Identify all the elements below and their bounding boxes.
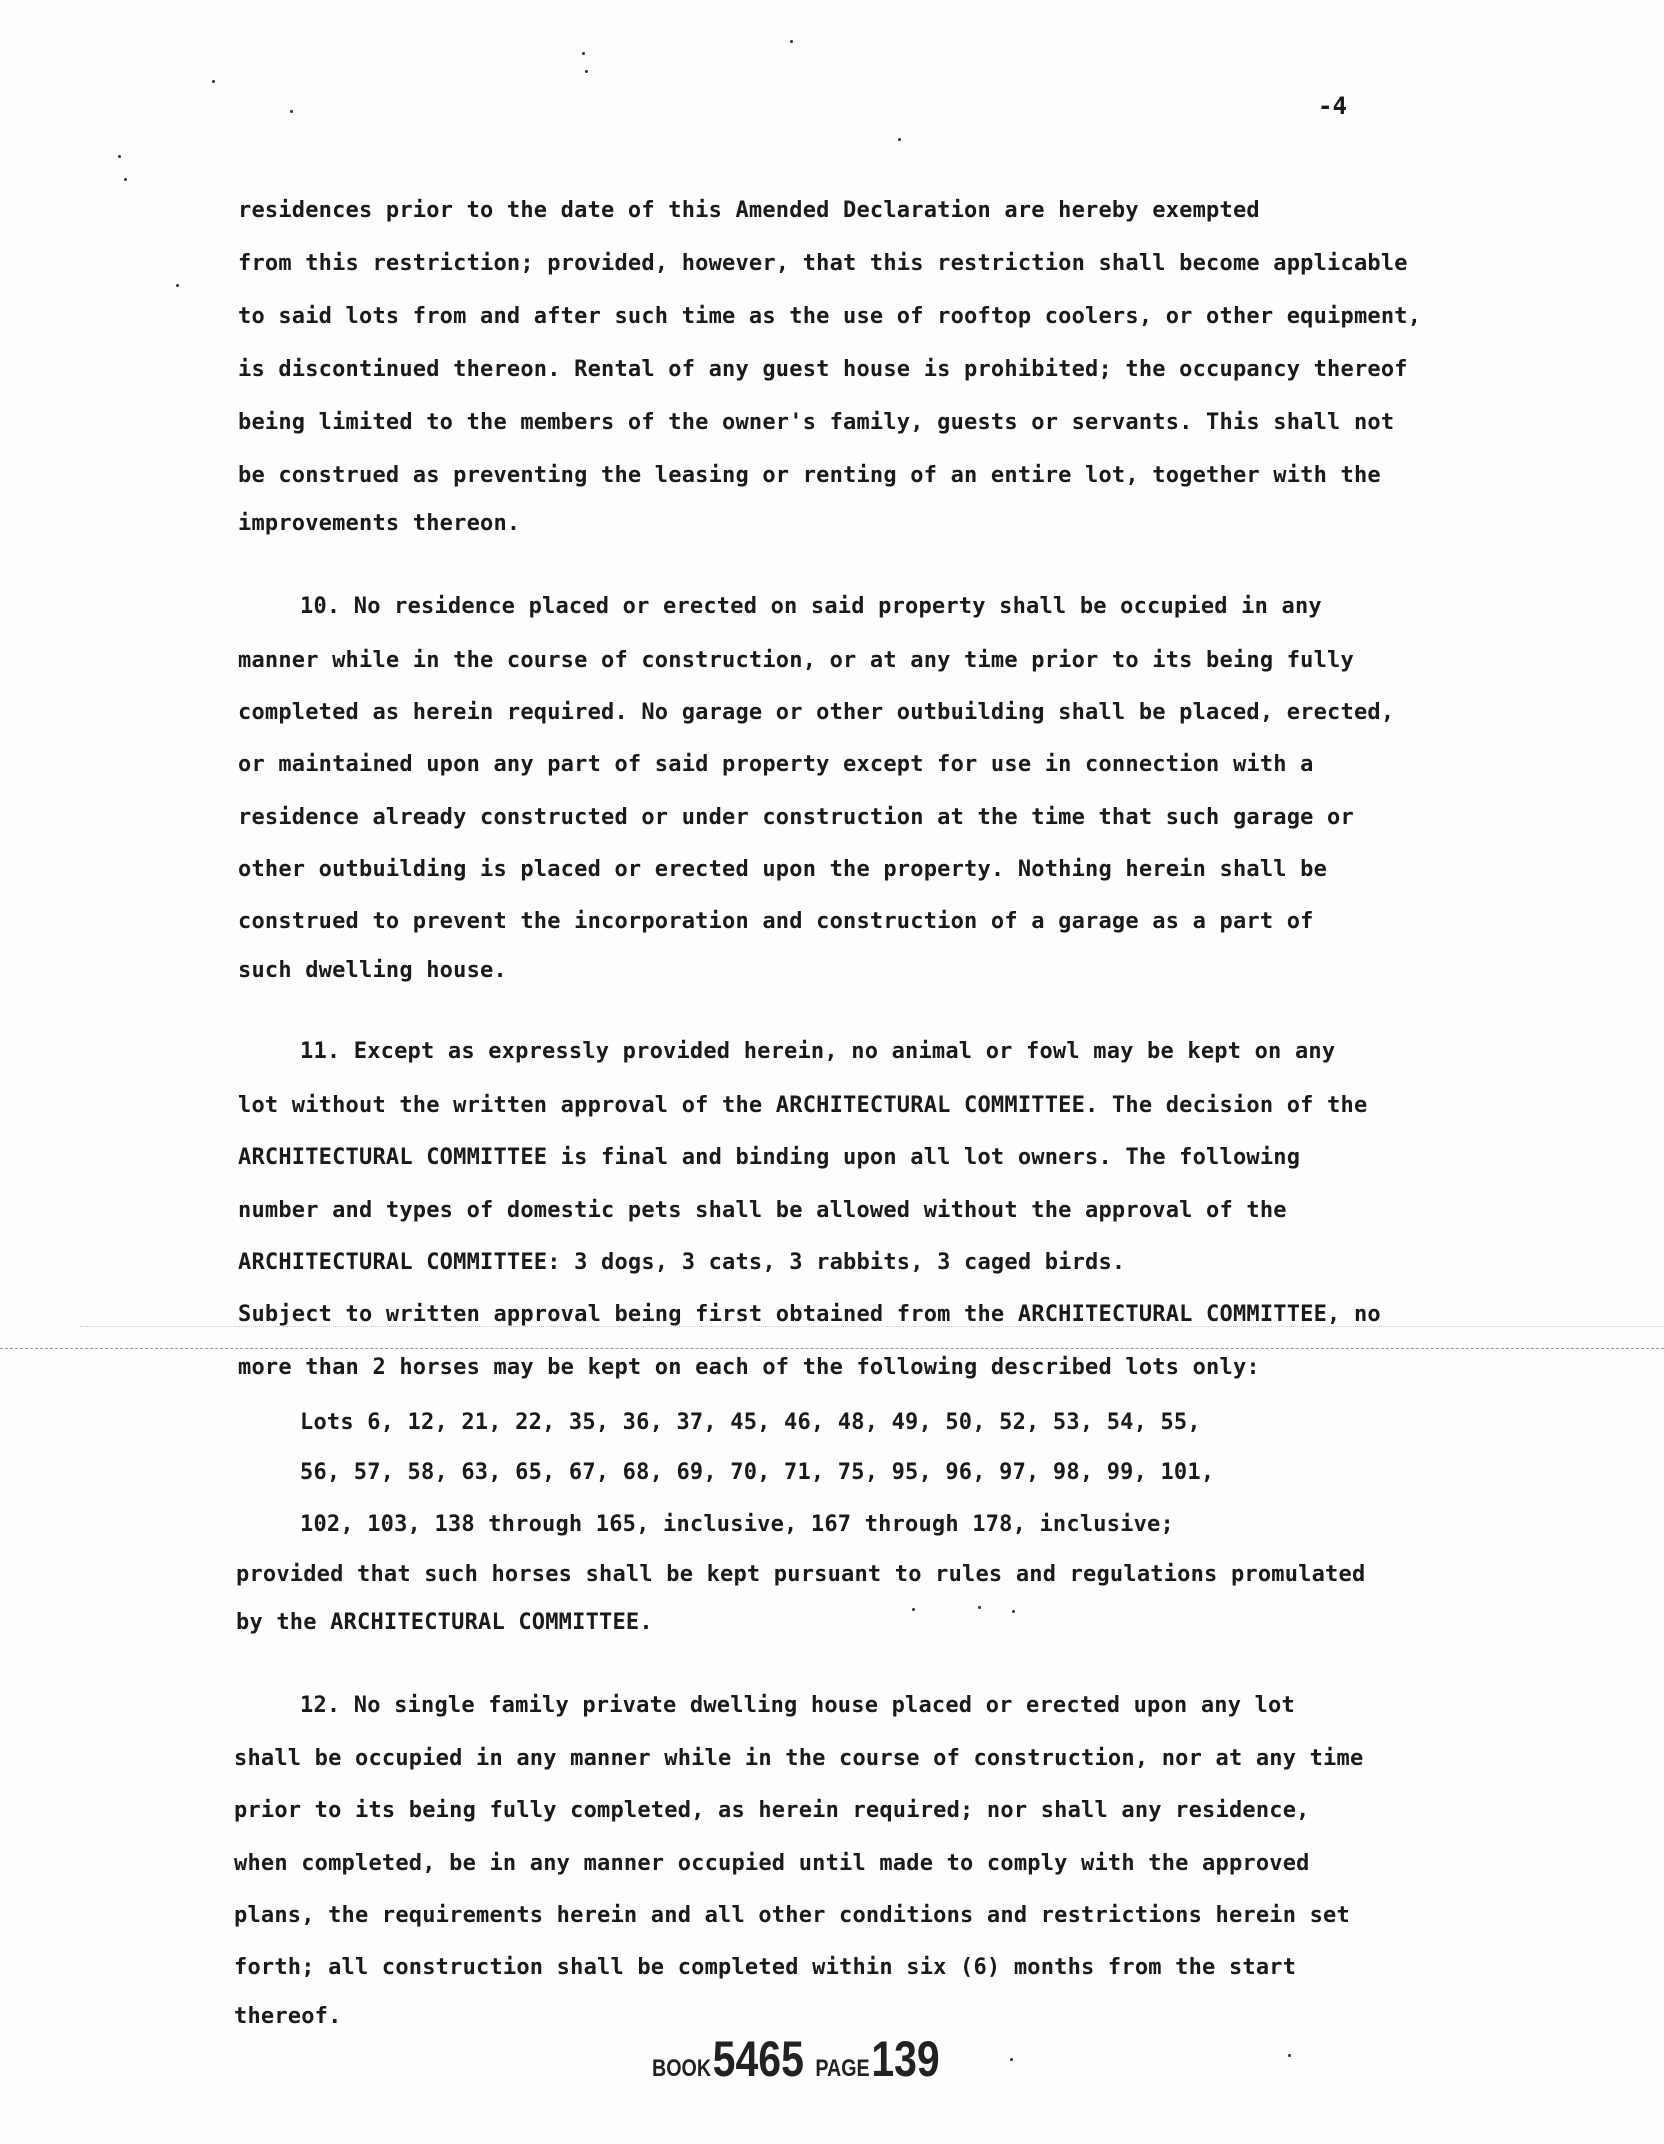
text-line: shall be occupied in any manner while in the course of construction, nor at any time (234, 1746, 1364, 1771)
scan-speck (212, 80, 215, 83)
text-line: to said lots from and after such time as the use of rooftop coolers, or other equipment, (238, 304, 1422, 329)
text-line: residence already constructed or under construction at the time that such garage or (238, 805, 1354, 830)
scan-speck (124, 178, 127, 181)
page-number: -4 (1318, 92, 1347, 120)
text-line: provided that such horses shall be kept pursuant to rules and regulations promulated (236, 1562, 1366, 1587)
text-line: lot without the written approval of the ARCHITECTURAL COMMITTEE. The decision of the (238, 1093, 1368, 1118)
text-line: residences prior to the date of this Amended Declaration are hereby exempted (238, 198, 1260, 223)
scan-speck (290, 110, 293, 113)
scan-speck (585, 70, 588, 73)
text-line: Subject to written approval being first obtained from the ARCHITECTURAL COMMITTEE, no (238, 1302, 1381, 1327)
scan-speck (790, 40, 793, 43)
page-label: PAGE (815, 2055, 870, 2082)
text-line: more than 2 horses may be kept on each of the following described lots only: (238, 1355, 1260, 1380)
recorded-page-number: 139 (871, 2031, 940, 2087)
scan-fold-line (80, 1326, 1664, 1327)
scan-speck (1010, 2058, 1013, 2061)
book-number: 5465 (712, 2031, 804, 2087)
text-line: other outbuilding is placed or erected upon the property. Nothing herein shall be (238, 857, 1328, 882)
text-line: ARCHITECTURAL COMMITTEE is final and binding upon all lot owners. The following (238, 1145, 1301, 1170)
text-line: such dwelling house. (238, 958, 507, 983)
recording-stamp (652, 2030, 951, 2088)
text-line: improvements thereon. (238, 511, 521, 536)
book-label: BOOK (652, 2055, 712, 2082)
text-line: is discontinued thereon. Rental of any guest house is prohibited; the occupancy thereof (238, 357, 1408, 382)
text-line: 102, 103, 138 through 165, inclusive, 167 through 178, inclusive; (300, 1512, 1174, 1537)
text-line: be construed as preventing the leasing or renting of an entire lot, together with the (238, 463, 1381, 488)
text-line: 56, 57, 58, 63, 65, 67, 68, 69, 70, 71, 75, 95, 96, 97, 98, 99, 101, (300, 1460, 1215, 1485)
text-line: 10. No residence placed or erected on said property shall be occupied in any (300, 594, 1322, 619)
text-line: 12. No single family private dwelling house placed or erected upon any lot (300, 1693, 1295, 1718)
text-line: being limited to the members of the owner's family, guests or servants. This shall not (238, 410, 1395, 435)
scan-speck (118, 155, 121, 158)
text-line: Lots 6, 12, 21, 22, 35, 36, 37, 45, 46, 48, 49, 50, 52, 53, 54, 55, (300, 1410, 1201, 1435)
scan-speck (978, 1606, 981, 1609)
text-line: when completed, be in any manner occupied until made to comply with the approved (234, 1851, 1310, 1876)
scan-speck (1012, 1610, 1015, 1613)
scan-speck (176, 284, 179, 287)
text-line: or maintained upon any part of said property except for use in connection with a (238, 752, 1314, 777)
scan-fold-line (0, 1348, 1664, 1349)
text-line: prior to its being fully completed, as herein required; nor shall any residence, (234, 1798, 1310, 1823)
scan-speck (898, 138, 901, 141)
scan-speck (1288, 2054, 1291, 2057)
scan-speck (582, 52, 585, 55)
text-line: thereof. (234, 2004, 342, 2029)
text-line: ARCHITECTURAL COMMITTEE: 3 dogs, 3 cats, 3 rabbits, 3 caged birds. (238, 1250, 1126, 1275)
text-line: 11. Except as expressly provided herein, no animal or fowl may be kept on any (300, 1039, 1336, 1064)
text-line: manner while in the course of construction, or at any time prior to its being fully (238, 648, 1354, 673)
text-line: from this restriction; provided, however, that this restriction shall become applicable (238, 251, 1408, 276)
text-line: plans, the requirements herein and all other conditions and restrictions herein set (234, 1903, 1350, 1928)
text-line: forth; all construction shall be completed within six (6) months from the start (234, 1955, 1297, 1980)
text-line: completed as herein required. No garage or other outbuilding shall be placed, erected, (238, 700, 1395, 725)
text-line: by the ARCHITECTURAL COMMITTEE. (236, 1610, 653, 1635)
scan-speck (912, 1608, 915, 1611)
text-line: construed to prevent the incorporation and construction of a garage as a part of (238, 909, 1314, 934)
text-line: number and types of domestic pets shall be allowed without the approval of the (238, 1198, 1287, 1223)
